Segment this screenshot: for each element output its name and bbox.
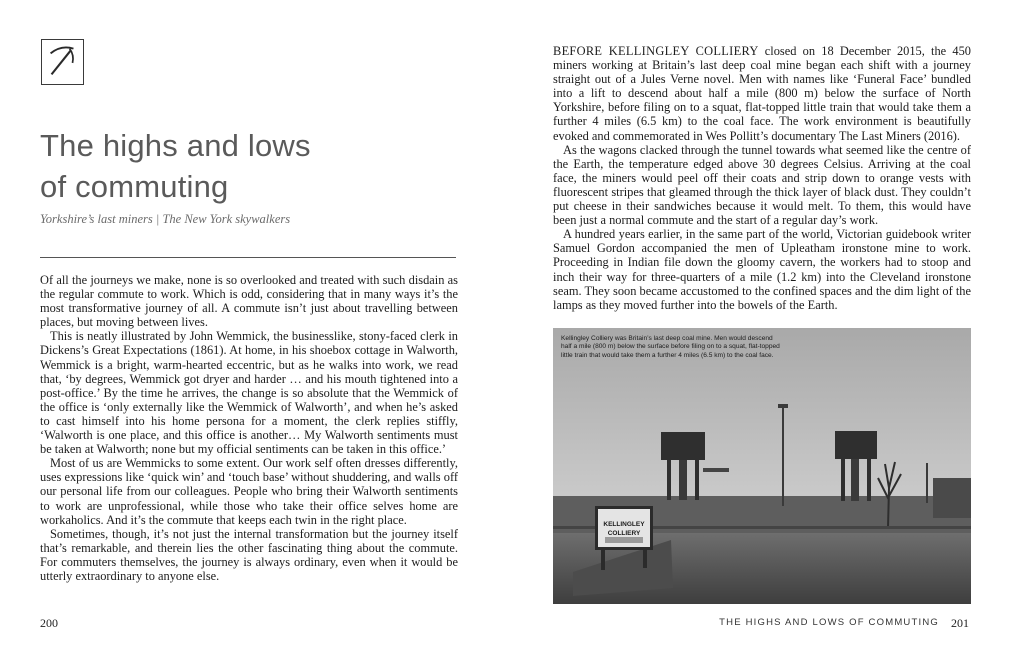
chapter-title xyxy=(40,125,460,207)
chapter-title-line: of commuting xyxy=(40,169,229,204)
paragraph-text: closed on 18 December 2015, the 450 miners working at Britain’s last deep coal mine began each shift with a journey straight out of a Jules Verne novel. Men with names like ‘Funeral Face’ bundled into a lift to descend about half a mile (800 m) below the surface of North Yorkshire, before filing on to a squat, flat-topped little train that would take them a further 4 miles (6.5 km) to the coal face. The work environment is beautifully evoked and commemorated in Wes Pollitt’s documentary The Last Miners (2016). xyxy=(553,44,971,143)
paragraph: A hundred years earlier, in the same part of the world, Victorian guidebook writer Samuel Gordon accompanied the men of Upleatham ironstone mine to work. Proceeding in Indian file down the gloomy cavern, the workers had to stoop and inch their way for three-quarters of a mile (1.2 km) into the Cleveland ironstone seam. They soon became accustomed to the confined spaces and the dim light of the lamps as they moved further into the bowels of the Earth. xyxy=(553,227,971,312)
page-number-right: 201 xyxy=(951,616,969,630)
paragraph: Most of us are Wemmicks to some extent. Our work self often dresses differently, uses expressions like ‘quick win’ and ‘touch base’ without shuddering, and walls off our personal life from our colleagues. People who bring their Walworth sentiments to work are unprofessional, while those who take their office selves home are workaholics. And it’s the commute that keeps each twin in the right place. xyxy=(40,456,458,527)
chapter-title-line: The highs and lows xyxy=(40,128,311,163)
paragraph: Sometimes, though, it’s not just the internal transformation but the journey itself that’s remarkable, and therein lies the other fascinating thing about the commute. For commuters themselves, the journey is always ordinary, even when it would be utterly extraordinary to anyone else. xyxy=(40,526,458,583)
colliery-photo-illustration xyxy=(553,328,971,604)
chapter-subtitle: Yorkshire’s last miners | The New York skywalkers xyxy=(40,212,291,226)
pickaxe-icon xyxy=(42,40,83,84)
left-page xyxy=(0,0,504,657)
lead-in: BEFORE KELLINGLEY COLLIERY xyxy=(553,44,759,58)
body-text-left xyxy=(40,273,458,583)
colliery-photo xyxy=(553,328,971,604)
photo-caption: Kellingley Colliery was Britain’s last deep coal mine. Men would descend half a mile (800 m) below the surface before filing on to a squat, flat-topped little train that would take them a further 4 miles (6.5 km) to the coal face. xyxy=(561,335,780,359)
paragraph xyxy=(553,44,971,143)
paragraph: Of all the journeys we make, none is so overlooked and treated with such disdain as the regular commute to work. Which is odd, considering that in many ways it’s the most transformative journey of all. A commute isn’t just about travelling between places, but moving between lives. xyxy=(40,273,458,330)
paragraph: As the wagons clacked through the tunnel towards what seemed like the centre of the Earth, the temperature edged above 30 degrees Celsius. Arriving at the coal face, the miners would peel off their coats and strip down to orange vests with fluorescent stripes that gleamed through the thick layer of black dust. They couldn’t put cheese in their sandwiches because it would melt. To them, this would have been just a normal commute and the start of a regular day’s work. xyxy=(553,142,971,228)
running-head: THE HIGHS AND LOWS OF COMMUTING xyxy=(719,617,939,628)
right-page xyxy=(504,0,1009,657)
chapter-icon-frame xyxy=(41,39,84,85)
sign-text-line: KELLINGLEY xyxy=(603,521,645,528)
body-text-right xyxy=(553,44,971,312)
divider xyxy=(40,257,456,258)
paragraph: This is neatly illustrated by John Wemmick, the businesslike, stony-faced clerk in Dickens’s Great Expectations (1861). At home, in his shoebox cottage in Walworth, Wemmick is a bright, warm-hearted eccentric, but as he walks into work, we read that, ‘by degrees, Wemmick got dryer and harder … and his mouth tightened into a post-office.’ By the time he arrives, the change is so absolute that the Wemmick of the office is ‘only externally like the Wemmick of Walworth’, and when he’s asked to cast himself into his home persona for a moment, the clerk replies stiffly, ‘Walworth is one place, and this office is another… My Walworth sentiments must be taken at Walworth; none but my official sentiments can be taken in this office.’ xyxy=(40,329,458,457)
page-number-left: 200 xyxy=(40,616,58,630)
sign-text-line: COLLIERY xyxy=(607,530,641,537)
